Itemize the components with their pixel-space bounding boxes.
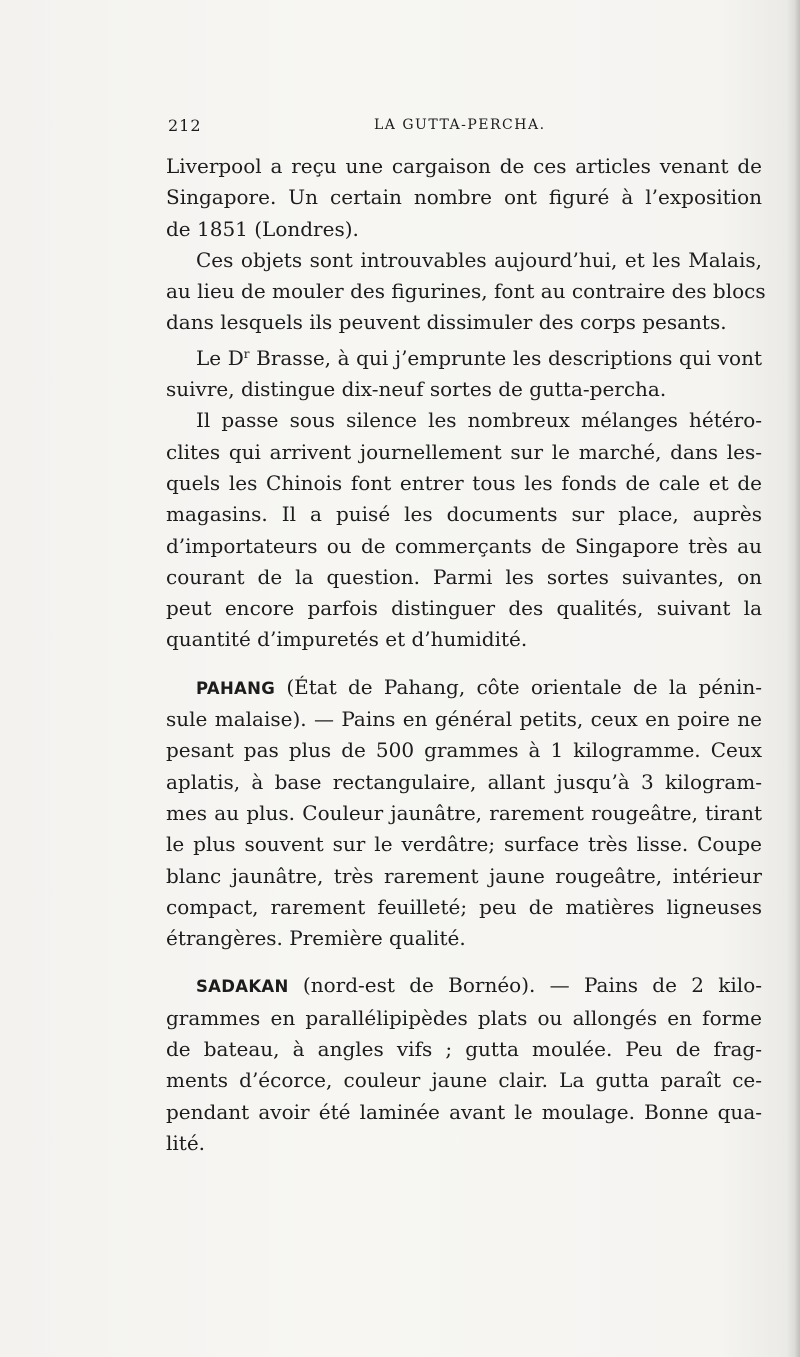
text-line: de bateau, à angles vifs ; gutta moulée. Peu de frag- [166, 1037, 762, 1062]
text-line: ments d’écorce, couleur jaune clair. La gutta paraît ce- [166, 1068, 762, 1093]
running-title: LA GUTTA-PERCHA. [374, 117, 546, 133]
text-line: dans lesquels ils peuvent dissimuler des corps pesants. [166, 310, 727, 335]
entry-sadakan [166, 970, 762, 1159]
text-line: pesant pas plus de 500 grammes à 1 kilogramme. Ceux [166, 738, 762, 763]
text-line: pendant avoir été laminée avant le moulage. Bonne qua- [166, 1099, 762, 1124]
text-fragment: Brasse, à qui j’emprunte les descriptions qui vont [249, 345, 762, 370]
text-line [166, 970, 762, 1002]
text-line: peut encore parfois distinguer des qualités, suivant la [166, 596, 762, 621]
paragraph-1 [166, 151, 762, 245]
text-line: étrangères. Première qualité. [166, 926, 466, 951]
text-line [166, 672, 762, 704]
text-line: le plus souvent sur le verdâtre; surface très lisse. Coupe [166, 832, 762, 857]
text-line: de 1851 (Londres). [166, 216, 359, 241]
entry-term: SADAKAN [196, 977, 289, 997]
text-fragment: (État de Pahang, côte orientale de la pénin- [275, 674, 762, 699]
text-line: aplatis, à base rectangulaire, allant jusqu’à 3 kilogram- [166, 769, 762, 794]
page-header [168, 116, 760, 140]
paragraph-4 [166, 405, 762, 655]
text-line: Liverpool a reçu une cargaison de ces articles venant de [166, 154, 762, 178]
page-number: 212 [168, 116, 202, 135]
text-line: blanc jaunâtre, très rarement jaune rougeâtre, intérieur [166, 863, 762, 888]
text-fragment: Le D [196, 345, 244, 370]
text-line: magasins. Il a puisé les documents sur place, auprès [166, 502, 762, 527]
superscript: r [243, 346, 250, 361]
text-line: quels les Chinois font entrer tous les fonds de cale et de [166, 470, 762, 495]
entry-term: PAHANG [196, 678, 276, 698]
text-line: sule malaise). — Pains en général petits, ceux en poire ne [166, 707, 762, 732]
text-line: quantité d’impuretés et d’humidité. [166, 627, 528, 652]
text-line: lité. [166, 1130, 206, 1155]
entry-pahang [166, 672, 762, 955]
text-line: d’importateurs ou de commerçants de Singapore très au [166, 533, 762, 558]
text-line: au lieu de mouler des figurines, font au contraire des blocs [166, 279, 766, 304]
text-line: compact, rarement feuilleté; peu de matières ligneuses [166, 894, 762, 919]
page-edge-shadow [786, 0, 800, 1357]
text-line: courant de la question. Parmi les sortes suivantes, on [166, 564, 762, 589]
text-line: Ces objets sont introuvables aujourd’hui, et les Malais, [196, 247, 762, 272]
text-line: clites qui arrivent journellement sur le marché, dans les- [166, 439, 762, 464]
text-line: mes au plus. Couleur jaunâtre, rarement rougeâtre, tirant [166, 800, 762, 825]
text-fragment: (nord-est de Bornéo). — Pains de 2 kilo- [288, 973, 762, 998]
text-line: suivre, distingue dix-neuf sortes de gutta-percha. [166, 377, 667, 402]
text-line [166, 339, 762, 374]
text-line: Il passe sous silence les nombreux mélanges hétéro- [196, 408, 762, 433]
paragraph-3 [166, 339, 762, 406]
body-text [166, 151, 766, 1159]
text-line: grammes en parallélipipèdes plats ou allongés en forme [166, 1005, 762, 1030]
paragraph-2 [166, 245, 766, 339]
text-line: Singapore. Un certain nombre ont figuré à l’exposition [166, 185, 762, 210]
